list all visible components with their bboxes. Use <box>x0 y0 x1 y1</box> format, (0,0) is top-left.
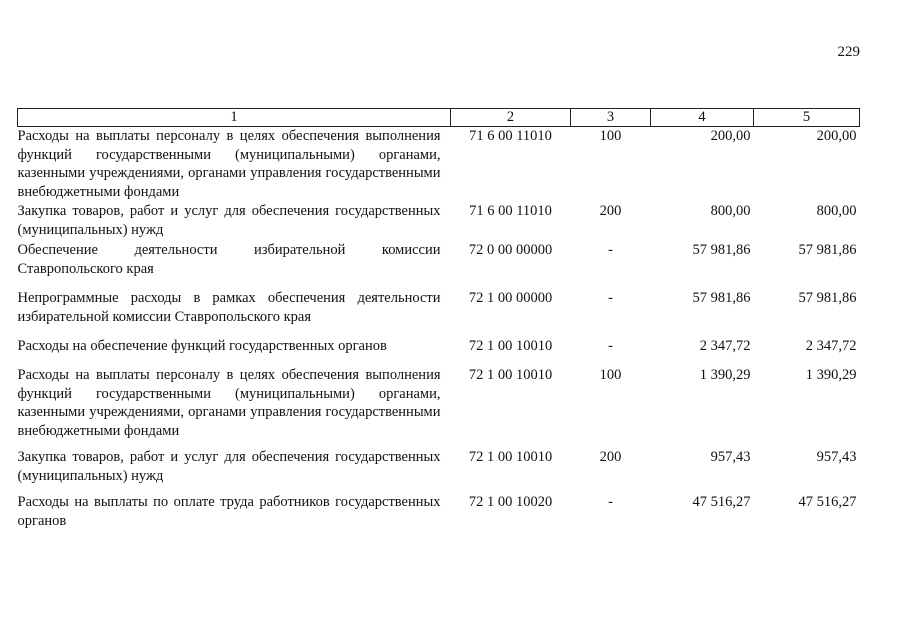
table-row <box>18 493 860 533</box>
table-row <box>18 289 860 337</box>
row-target-code: 71 6 00 11010 <box>469 128 552 144</box>
row-amount-col4: 57 981,86 <box>692 290 751 306</box>
row-target-code: 72 1 00 10010 <box>468 449 553 465</box>
row-amount-col5: 800,00 <box>816 203 857 219</box>
column-number-header-row <box>18 109 860 127</box>
row-expense-type: 200 <box>599 203 622 219</box>
row-description: Непрограммные расходы в рамках обеспечения деятельности избирательной комиссии Ставропольского края <box>17 290 441 325</box>
row-amount-col5: 200,00 <box>816 128 857 144</box>
row-description: Закупка товаров, работ и услуг для обеспечения государственных (муниципальных) нужд <box>17 203 441 238</box>
table-row <box>18 241 860 289</box>
row-amount-col4: 1 390,29 <box>699 367 751 383</box>
row-expense-type: 100 <box>599 128 622 144</box>
column-header-3: 3 <box>571 109 651 127</box>
row-description: Обеспечение деятельности избирательной комиссии Ставропольского края <box>17 242 441 277</box>
row-expense-type: - <box>608 242 613 258</box>
row-amount-col5: 57 981,86 <box>798 242 857 258</box>
table-row <box>18 337 860 366</box>
page-number: 229 <box>837 44 860 60</box>
row-expense-type: 200 <box>599 449 622 465</box>
row-expense-type: 100 <box>599 367 622 383</box>
row-target-code: 72 1 00 00000 <box>468 290 553 306</box>
row-amount-col4: 47 516,27 <box>692 494 751 510</box>
row-amount-col4: 57 981,86 <box>692 242 751 258</box>
row-amount-col4: 957,43 <box>710 449 751 465</box>
row-target-code: 72 1 00 10020 <box>468 494 553 510</box>
table-row <box>18 448 860 493</box>
column-header-5: 5 <box>754 109 860 127</box>
row-amount-col4: 800,00 <box>710 203 751 219</box>
row-description: Расходы на выплаты по оплате труда работников государственных органов <box>17 494 441 529</box>
table-row <box>18 366 860 448</box>
row-amount-col4: 2 347,72 <box>699 338 751 354</box>
row-expense-type: - <box>608 290 613 306</box>
table-row <box>18 127 860 203</box>
table-row <box>18 202 860 241</box>
row-target-code: 71 6 00 11010 <box>469 203 552 219</box>
row-amount-col5: 2 347,72 <box>805 338 857 354</box>
row-amount-col5: 1 390,29 <box>805 367 857 383</box>
row-amount-col4: 200,00 <box>710 128 751 144</box>
row-description: Закупка товаров, работ и услуг для обеспечения государственных (муниципальных) нужд <box>17 449 441 484</box>
row-amount-col5: 57 981,86 <box>798 290 857 306</box>
row-expense-type: - <box>608 338 613 354</box>
row-target-code: 72 1 00 10010 <box>468 367 553 383</box>
row-description: Расходы на обеспечение функций государственных органов <box>17 338 387 354</box>
row-target-code: 72 0 00 00000 <box>468 242 553 258</box>
row-amount-col5: 957,43 <box>816 449 857 465</box>
row-description: Расходы на выплаты персоналу в целях обеспечения выполнения функций государственными (муниципальными) органами, казенными учреждениями, органами управления государственными внебюджетными фондами <box>17 128 441 200</box>
row-expense-type: - <box>608 494 613 510</box>
row-amount-col5: 47 516,27 <box>798 494 857 510</box>
row-description: Расходы на выплаты персоналу в целях обеспечения выполнения функций государственными (муниципальными) органами, казенными учреждениями, органами управления государственными внебюджетными фондами <box>17 367 441 439</box>
column-header-2: 2 <box>451 109 571 127</box>
budget-table <box>17 108 860 533</box>
column-header-4: 4 <box>651 109 754 127</box>
row-target-code: 72 1 00 10010 <box>468 338 553 354</box>
column-header-1: 1 <box>18 109 451 127</box>
